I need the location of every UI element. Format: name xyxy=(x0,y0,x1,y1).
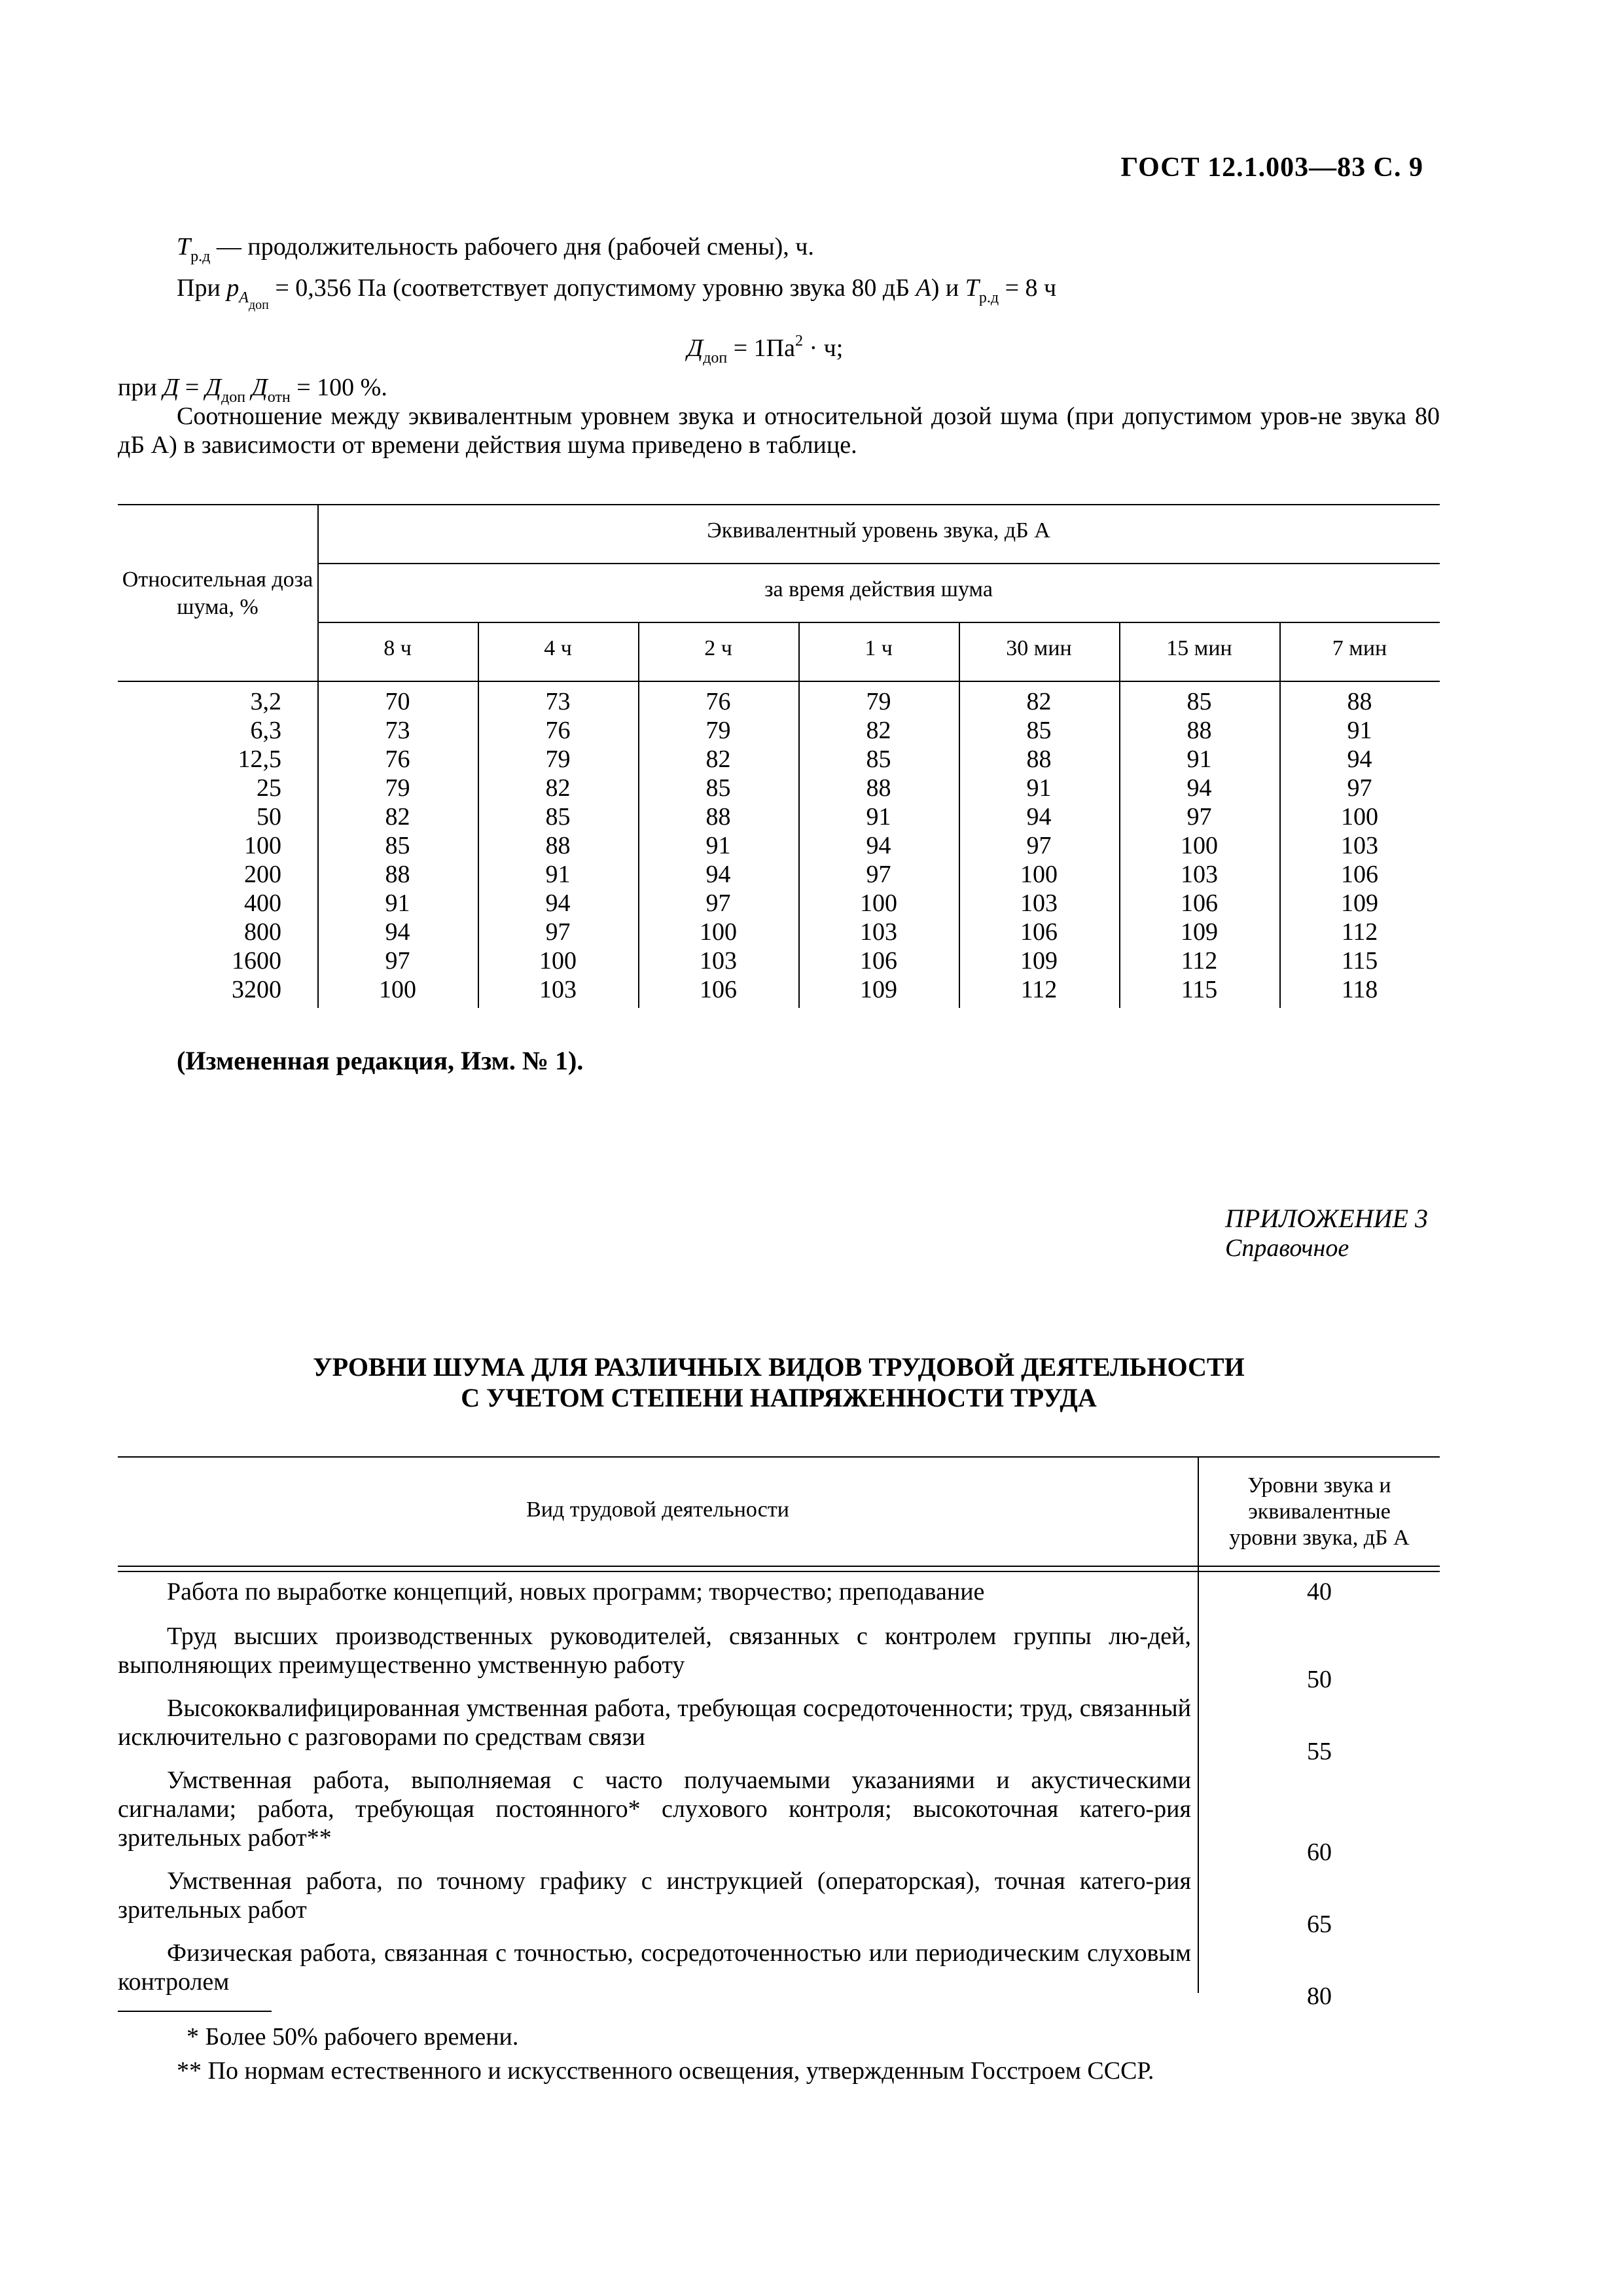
sub-header: за время действия шума xyxy=(764,577,993,601)
level-cell: 97 xyxy=(1026,832,1052,859)
intro-line-1: $T_{р.д}$ — продолжительность рабочего дня (рабочей смены), ч. xyxy=(177,233,814,265)
column-header: 4 ч xyxy=(544,636,572,660)
level-cell: 118 xyxy=(1341,976,1378,1003)
level-value: 65 xyxy=(1307,1910,1332,1938)
column-header: 1 ч xyxy=(865,636,893,660)
level-cell: 109 xyxy=(1020,947,1058,975)
level-cell: 109 xyxy=(860,976,897,1003)
level-cell: 100 xyxy=(539,947,577,975)
level-cell: 94 xyxy=(545,889,571,917)
dose-cell: 200 xyxy=(244,861,281,888)
level-cell: 79 xyxy=(545,745,571,773)
level-cell: 103 xyxy=(860,918,897,946)
level-cell: 82 xyxy=(705,745,731,773)
level-cell: 109 xyxy=(1341,889,1378,917)
level-cell: 88 xyxy=(1347,688,1372,715)
level-cell: 76 xyxy=(545,717,571,744)
activity-text: Высококвалифицированная умственная работа, требующая сосредоточенности; труд, связанный исключительно с разговорами по средствам связи xyxy=(118,1695,1191,1751)
level-cell: 85 xyxy=(545,803,571,831)
level-cell: 97 xyxy=(1186,803,1212,831)
level-cell: 94 xyxy=(705,861,731,888)
dose-cell: 3200 xyxy=(232,976,281,1003)
level-cell: 97 xyxy=(1347,774,1372,802)
level-cell: 94 xyxy=(1347,745,1372,773)
top-header: Эквивалентный уровень звука, дБ A xyxy=(707,518,1050,543)
dose-cell: 3,2 xyxy=(250,688,281,715)
level-cell: 94 xyxy=(1026,803,1052,831)
level-cell: 79 xyxy=(385,774,410,802)
level-cell: 103 xyxy=(539,976,577,1003)
level-cell: 85 xyxy=(1186,688,1212,715)
level-value: 80 xyxy=(1307,1982,1332,2010)
column-header: 30 мин xyxy=(1006,636,1072,660)
level-cell: 91 xyxy=(1186,745,1212,773)
activity-text: Умственная работа, выполняемая с часто получаемыми указаниями и акустическими сигналами; работа, требующая постоянного* слухового контроля; высокоточная катего-рия зрительных работ** xyxy=(118,1767,1191,1852)
level-cell: 91 xyxy=(866,803,891,831)
level-cell: 106 xyxy=(860,947,897,975)
level-cell: 103 xyxy=(700,947,737,975)
level-cell: 97 xyxy=(385,947,410,975)
dose-cell: 12,5 xyxy=(238,745,281,773)
level-cell: 82 xyxy=(1026,688,1052,715)
level-cell: 73 xyxy=(545,688,571,715)
level-cell: 112 xyxy=(1181,947,1218,975)
level-cell: 85 xyxy=(866,745,891,773)
level-cell: 100 xyxy=(1181,832,1218,859)
intro-paragraph: Соотношение между эквивалентным уровнем звука и относительной дозой шума (при допустимом уров-не звука 80 дБ A) в зависимости от времени действия шума приведено в таблице. xyxy=(118,403,1440,459)
activity-text: Физическая работа, связанная с точностью, сосредоточенностью или периодическим слуховым контролем xyxy=(118,1939,1191,1996)
level-cell: 88 xyxy=(385,861,410,888)
level-cell: 91 xyxy=(385,889,410,917)
level-cell: 85 xyxy=(705,774,731,802)
intro-line-4: при $Д = Д_{доп}$ $Д_{отн} = 100$ %. xyxy=(118,374,387,406)
level-cell: 91 xyxy=(545,861,571,888)
appendix-subtitle: Справочное xyxy=(1225,1234,1349,1262)
footnote: ** По нормам естественного и искусственного освещения, утвержденным Госстроем СССР. xyxy=(177,2057,1154,2085)
page-header: ГОСТ 12.1.003—83 С. 9 xyxy=(1120,152,1423,183)
level-cell: 79 xyxy=(866,688,891,715)
level-cell: 106 xyxy=(1341,861,1378,888)
level-cell: 76 xyxy=(705,688,731,715)
level-cell: 100 xyxy=(379,976,416,1003)
level-cell: 97 xyxy=(866,861,891,888)
column-header: 7 мин xyxy=(1332,636,1387,660)
col-header-activity: Вид трудовой деятельности xyxy=(526,1498,789,1522)
column-header: 8 ч xyxy=(383,636,412,660)
level-cell: 85 xyxy=(1026,717,1052,744)
section-heading-1: УРОВНИ ШУМА ДЛЯ РАЗЛИЧНЫХ ВИДОВ ТРУДОВОЙ ДЕЯТЕЛЬНОСТИ xyxy=(313,1352,1245,1382)
level-cell: 91 xyxy=(1026,774,1052,802)
activity-text: Труд высших производственных руководителей, связанных с контролем группы лю-дей, выполняющих преимущественно умственную работу xyxy=(118,1623,1191,1679)
level-cell: 115 xyxy=(1341,947,1378,975)
level-value: 60 xyxy=(1307,1839,1332,1866)
level-cell: 112 xyxy=(1341,918,1378,946)
level-cell: 94 xyxy=(1186,774,1212,802)
footnote: * Более 50% рабочего времени. xyxy=(187,2023,519,2051)
level-cell: 88 xyxy=(866,774,891,802)
intro-line-2: При $p_{A_{доп}} = 0,356$ Па (соответствует допустимому уровню звука 80 дБ A) и $T_{р.д} = 8$ ч xyxy=(177,274,1057,312)
level-cell: 100 xyxy=(700,918,737,946)
level-cell: 91 xyxy=(1347,717,1372,744)
level-value: 40 xyxy=(1307,1578,1332,1605)
row-header: Относительная доза шума, % xyxy=(122,567,313,619)
section-heading-2: С УЧЕТОМ СТЕПЕНИ НАПРЯЖЕННОСТИ ТРУДА xyxy=(461,1383,1097,1412)
level-cell: 82 xyxy=(866,717,891,744)
dose-cell: 100 xyxy=(244,832,281,859)
level-value: 55 xyxy=(1307,1738,1332,1765)
level-cell: 106 xyxy=(700,976,737,1003)
dose-cell: 800 xyxy=(244,918,281,946)
level-cell: 88 xyxy=(1026,745,1052,773)
column-header: 15 мин xyxy=(1166,636,1232,660)
formula: $Д_{доп} = 1Па^2 \cdot ч$; xyxy=(687,332,844,367)
level-cell: 103 xyxy=(1020,889,1058,917)
level-cell: 88 xyxy=(545,832,571,859)
dose-cell: 1600 xyxy=(232,947,281,975)
level-cell: 94 xyxy=(866,832,891,859)
dose-cell: 6,3 xyxy=(250,717,281,744)
level-cell: 91 xyxy=(705,832,731,859)
level-value: 50 xyxy=(1307,1666,1332,1693)
level-cell: 73 xyxy=(385,717,410,744)
column-header: 2 ч xyxy=(704,636,732,660)
level-cell: 85 xyxy=(385,832,410,859)
level-cell: 100 xyxy=(860,889,897,917)
level-cell: 88 xyxy=(1186,717,1212,744)
level-cell: 100 xyxy=(1020,861,1058,888)
level-cell: 115 xyxy=(1181,976,1218,1003)
level-cell: 103 xyxy=(1341,832,1378,859)
level-cell: 100 xyxy=(1341,803,1378,831)
appendix-title: ПРИЛОЖЕНИЕ 3 xyxy=(1225,1204,1428,1233)
level-cell: 79 xyxy=(705,717,731,744)
level-cell: 82 xyxy=(545,774,571,802)
dose-cell: 400 xyxy=(244,889,281,917)
level-cell: 82 xyxy=(385,803,410,831)
level-cell: 109 xyxy=(1181,918,1218,946)
level-cell: 97 xyxy=(545,918,571,946)
level-cell: 76 xyxy=(385,745,410,773)
activity-text: Работа по выработке концепций, новых программ; творчество; преподавание xyxy=(167,1578,985,1605)
level-cell: 88 xyxy=(705,803,731,831)
level-cell: 106 xyxy=(1020,918,1058,946)
activity-text: Умственная работа, по точному графику с инструкцией (операторская), точная катего-рия зрительных работ xyxy=(118,1867,1191,1924)
dose-cell: 50 xyxy=(257,803,281,831)
level-cell: 112 xyxy=(1020,976,1058,1003)
revision-note: (Измененная редакция, Изм. № 1). xyxy=(177,1046,584,1075)
level-cell: 70 xyxy=(385,688,410,715)
level-cell: 97 xyxy=(705,889,731,917)
level-cell: 94 xyxy=(385,918,410,946)
level-cell: 106 xyxy=(1181,889,1218,917)
col-header-levels: Уровни звука и эквивалентные уровни звука, дБ A xyxy=(1229,1473,1410,1550)
level-cell: 103 xyxy=(1181,861,1218,888)
dose-cell: 25 xyxy=(257,774,281,802)
